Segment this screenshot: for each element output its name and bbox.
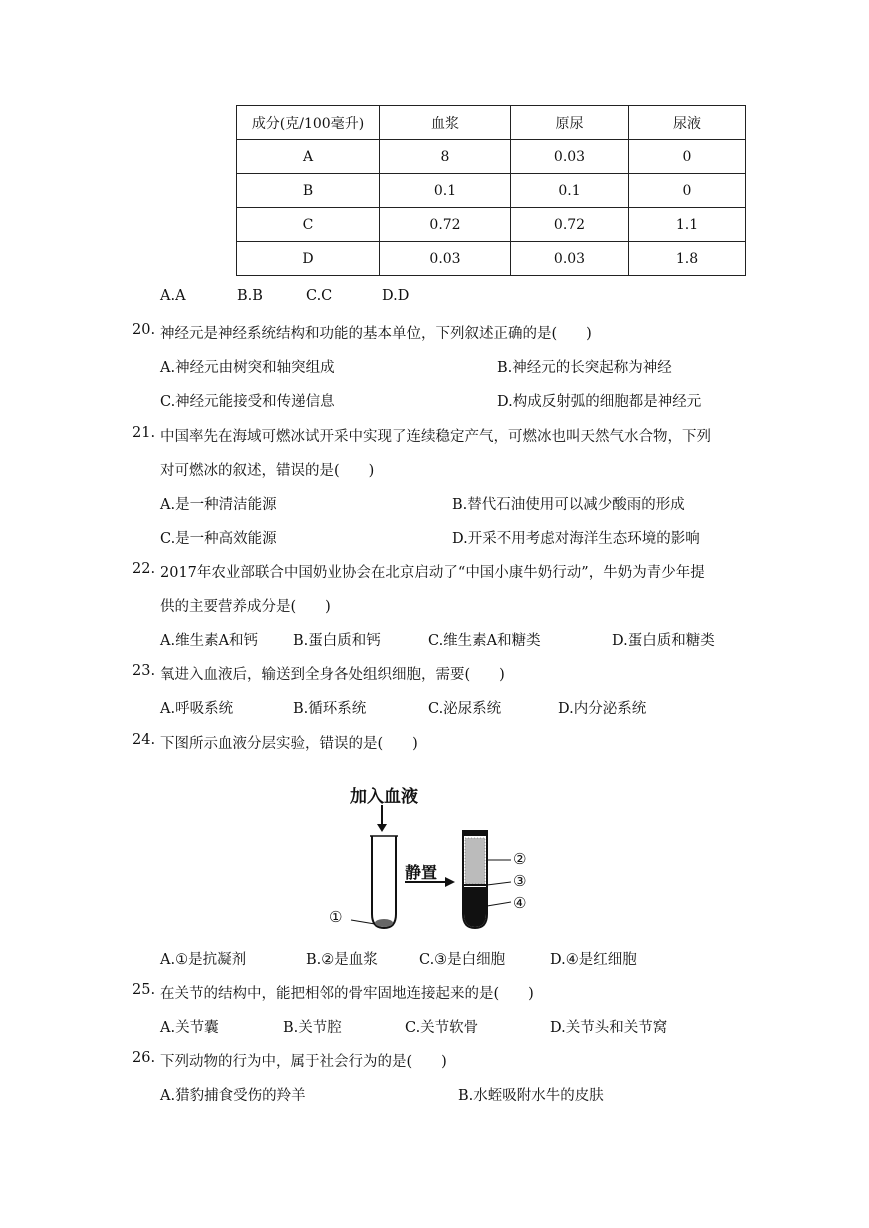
option-d: D.构成反射弧的细胞都是神经元: [497, 394, 702, 410]
question-stem: 2017年农业部联合中国奶业协会在北京启动了“中国小康牛奶行动”，牛奶为青少年提: [160, 565, 705, 581]
option-c: C.关节软骨: [405, 1020, 479, 1036]
test-tube-diagram: [325, 778, 545, 938]
table-header: 成分(克/100毫升): [237, 106, 380, 140]
table-row: [237, 208, 746, 242]
option-b: B.替代石油使用可以减少酸雨的形成: [452, 497, 685, 513]
option-a: A.是一种清洁能源: [160, 497, 277, 513]
composition-table: [236, 105, 746, 276]
table-cell: 0.72: [380, 208, 511, 242]
table-cell: 1.1: [629, 208, 746, 242]
option-a: A.神经元由树突和轴突组成: [160, 360, 335, 376]
question-stem: 在关节的结构中，能把相邻的骨牢固地连接起来的是( ): [160, 986, 534, 1002]
option-d: D.开采不用考虑对海洋生态环境的影响: [452, 531, 700, 547]
table-cell: 0.03: [511, 242, 629, 276]
table-header: 原尿: [511, 106, 629, 140]
table-header: 尿液: [629, 106, 746, 140]
option-a: A.A: [160, 288, 186, 304]
table-row: [237, 174, 746, 208]
option-a: A.维生素A和钙: [160, 633, 259, 649]
table-cell: B: [237, 174, 380, 208]
blood-layering-figure: [325, 778, 545, 938]
marker-4: ④: [513, 894, 527, 912]
option-c: C.是一种高效能源: [160, 531, 277, 547]
question-stem: 中国率先在海域可燃冰试开采中实现了连续稳定产气，可燃冰也叫天然气水合物，下列: [160, 429, 711, 445]
question-stem: 氧进入血液后，输送到全身各处组织细胞，需要( ): [160, 667, 505, 683]
table-header: 血浆: [380, 106, 511, 140]
table-row: [237, 242, 746, 276]
question-number: 22.: [132, 561, 156, 577]
option-c: C.③是白细胞: [419, 952, 506, 968]
question-number: 25.: [132, 982, 156, 998]
option-d: D.蛋白质和糖类: [612, 633, 715, 649]
option-d: D.关节头和关节窝: [550, 1020, 668, 1036]
option-d: D.D: [382, 288, 410, 304]
question-stem: 下列动物的行为中，属于社会行为的是( ): [160, 1054, 447, 1070]
option-b: B.蛋白质和钙: [293, 633, 381, 649]
option-a: A.猎豹捕食受伤的羚羊: [160, 1088, 306, 1104]
question-stem-continued: 供的主要营养成分是( ): [160, 599, 331, 615]
table-cell: 0.1: [380, 174, 511, 208]
table-cell: A: [237, 140, 380, 174]
option-d: D.④是红细胞: [550, 952, 637, 968]
marker-3: ③: [513, 872, 527, 890]
table-cell: 0: [629, 140, 746, 174]
option-b: B.神经元的长突起称为神经: [497, 360, 672, 376]
question-stem-continued: 对可燃冰的叙述，错误的是( ): [160, 463, 375, 479]
marker-2: ②: [513, 850, 527, 868]
option-a: A.关节囊: [160, 1020, 219, 1036]
question-number: 23.: [132, 663, 156, 679]
table-cell: C: [237, 208, 380, 242]
option-c: C.神经元能接受和传递信息: [160, 394, 335, 410]
table-cell: 8: [380, 140, 511, 174]
option-b: B.②是血浆: [306, 952, 378, 968]
question-number: 24.: [132, 732, 156, 748]
table-cell: 0: [629, 174, 746, 208]
table-cell: 0.1: [511, 174, 629, 208]
option-c: C.泌尿系统: [428, 701, 502, 717]
question-number: 26.: [132, 1050, 156, 1066]
question-stem: 神经元是神经系统结构和功能的基本单位，下列叙述正确的是( ): [160, 326, 592, 342]
option-c: C.维生素A和糖类: [428, 633, 541, 649]
table-header-row: [237, 106, 746, 140]
question-number: 20.: [132, 322, 156, 338]
option-b: B.水蛭吸附水牛的皮肤: [458, 1088, 604, 1104]
figure-still-label: 静置: [405, 863, 438, 882]
marker-1: ①: [329, 908, 343, 926]
table-cell: 0.72: [511, 208, 629, 242]
option-a: A.呼吸系统: [160, 701, 234, 717]
table-cell: 1.8: [629, 242, 746, 276]
table-cell: 0.03: [380, 242, 511, 276]
table-row: [237, 140, 746, 174]
table-cell: 0.03: [511, 140, 629, 174]
option-b: B.B: [237, 288, 263, 304]
table-cell: D: [237, 242, 380, 276]
option-c: C.C: [306, 288, 333, 304]
question-number: 21.: [132, 425, 156, 441]
question-stem: 下图所示血液分层实验，错误的是( ): [160, 736, 418, 752]
option-d: D.内分泌系统: [558, 701, 647, 717]
option-b: B.循环系统: [293, 701, 367, 717]
option-b: B.关节腔: [283, 1020, 342, 1036]
option-a: A.①是抗凝剂: [160, 952, 247, 968]
figure-title: 加入血液: [350, 787, 418, 807]
